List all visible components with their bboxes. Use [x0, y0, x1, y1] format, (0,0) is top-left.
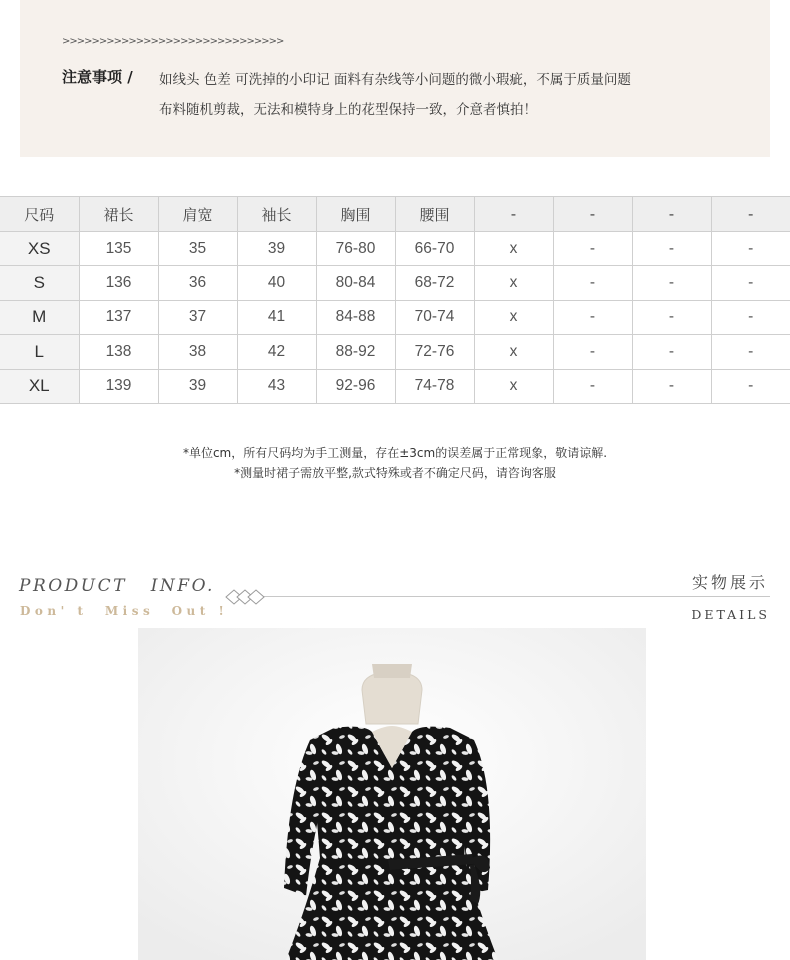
- size-table-header-row: [0, 197, 790, 232]
- table-cell: -: [711, 335, 790, 369]
- table-cell: -: [632, 300, 711, 334]
- table-cell: -: [632, 369, 711, 403]
- product-info-subtitle: Don' t Miss Out !: [20, 604, 229, 618]
- table-cell: x: [474, 335, 553, 369]
- table-cell: x: [474, 266, 553, 300]
- table-row: [0, 335, 790, 369]
- table-cell: -: [632, 266, 711, 300]
- divider-line: [234, 596, 770, 597]
- table-cell: 38: [158, 335, 237, 369]
- table-cell: 135: [79, 232, 158, 266]
- table-cell: 92-96: [316, 369, 395, 403]
- table-cell: x: [474, 369, 553, 403]
- table-cell: 41: [237, 300, 316, 334]
- table-cell: -: [632, 335, 711, 369]
- footnote-measurement: *单位cm，所有尺码均为手工测量，存在±3cm的误差属于正常现象，敬请谅解.: [182, 446, 608, 460]
- table-row: [0, 300, 790, 334]
- size-cell: XS: [0, 232, 79, 266]
- notice-box: [20, 0, 770, 157]
- table-cell: 139: [79, 369, 158, 403]
- decorative-arrows: >>>>>>>>>>>>>>>>>>>>>>>>>>>>>>: [62, 36, 284, 47]
- header-blank: -: [711, 197, 790, 232]
- header-blank: -: [474, 197, 553, 232]
- table-cell: -: [553, 335, 632, 369]
- table-cell: 39: [158, 369, 237, 403]
- table-cell: 39: [237, 232, 316, 266]
- notice-line-2: 布料随机剪裁，无法和模特身上的花型保持一致，介意者慎拍！: [159, 102, 537, 118]
- table-cell: 88-92: [316, 335, 395, 369]
- table-cell: 138: [79, 335, 158, 369]
- table-cell: 80-84: [316, 266, 395, 300]
- table-cell: 74-78: [395, 369, 474, 403]
- header-blank: -: [632, 197, 711, 232]
- header-shoulder: 肩宽: [158, 197, 237, 232]
- table-cell: -: [711, 266, 790, 300]
- header-bust: 胸围: [316, 197, 395, 232]
- table-cell: x: [474, 300, 553, 334]
- table-cell: 42: [237, 335, 316, 369]
- product-photo: [138, 628, 646, 960]
- table-cell: x: [474, 232, 553, 266]
- section-title-cn: 实物展示: [691, 573, 768, 592]
- size-cell: S: [0, 266, 79, 300]
- header-blank: -: [553, 197, 632, 232]
- table-row: [0, 369, 790, 403]
- header-waist: 腰围: [395, 197, 474, 232]
- diamonds-icon: [224, 587, 268, 607]
- table-cell: -: [553, 369, 632, 403]
- notice-label: 注意事项 /: [62, 68, 133, 86]
- table-cell: 35: [158, 232, 237, 266]
- table-cell: 72-76: [395, 335, 474, 369]
- table-cell: -: [711, 232, 790, 266]
- table-cell: -: [632, 232, 711, 266]
- table-cell: -: [553, 300, 632, 334]
- table-cell: 37: [158, 300, 237, 334]
- table-cell: 66-70: [395, 232, 474, 266]
- size-cell: M: [0, 300, 79, 334]
- table-cell: 76-80: [316, 232, 395, 266]
- header-skirt-length: 裙长: [79, 197, 158, 232]
- size-cell: L: [0, 335, 79, 369]
- table-cell: -: [711, 369, 790, 403]
- table-cell: 137: [79, 300, 158, 334]
- table-cell: 70-74: [395, 300, 474, 334]
- table-cell: 36: [158, 266, 237, 300]
- table-cell: -: [711, 300, 790, 334]
- product-info-title: PRODUCT INFO.: [19, 576, 215, 596]
- table-row: [0, 266, 790, 300]
- details-label: DETAILS: [691, 607, 770, 622]
- footnote-contact: *测量时裙子需放平整,款式特殊或者不确定尺码，请咨询客服: [234, 466, 556, 480]
- header-sleeve: 袖长: [237, 197, 316, 232]
- header-size: 尺码: [0, 197, 79, 232]
- table-cell: -: [553, 266, 632, 300]
- table-cell: 84-88: [316, 300, 395, 334]
- size-cell: XL: [0, 369, 79, 403]
- table-row: [0, 232, 790, 266]
- dress-photo-icon: [138, 628, 646, 960]
- table-cell: 43: [237, 369, 316, 403]
- size-table: [0, 196, 790, 404]
- table-cell: 136: [79, 266, 158, 300]
- notice-line-1: 如线头 色差 可洗掉的小印记 面料有杂线等小问题的微小瑕疵，不属于质量问题: [159, 72, 631, 88]
- table-cell: 68-72: [395, 266, 474, 300]
- table-cell: -: [553, 232, 632, 266]
- table-cell: 40: [237, 266, 316, 300]
